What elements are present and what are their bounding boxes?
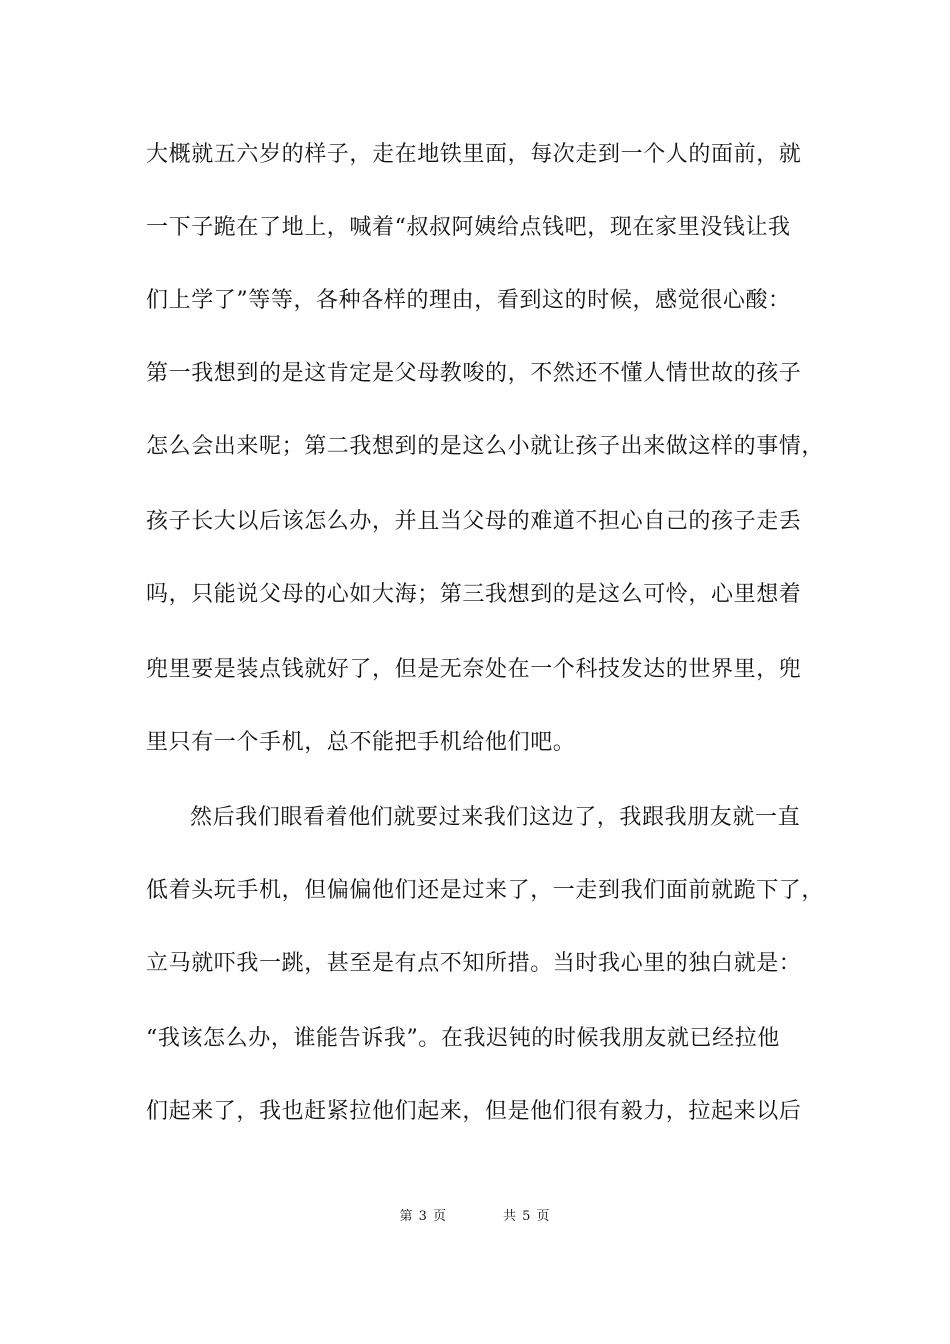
page-footer: [0, 1208, 950, 1226]
text-line: “我该怎么办，谁能告诉我”。在我迟钝的时候我朋友就已经拉他: [146, 1026, 780, 1051]
text-line: 吗，只能说父母的心如大海；第三我想到的是这么可怜，心里想着: [146, 582, 802, 607]
text-line: 第一我想到的是这肯定是父母教唆的，不然还不懂人情世故的孩子: [146, 361, 802, 386]
page-number: 第 3 页: [399, 1209, 447, 1224]
text-line: 兜里要是装点钱就好了，但是无奈处在一个科技发达的世界里，兜: [146, 657, 802, 682]
text-line: 们上学了”等等，各种各样的理由，看到这的时候，感觉很心酸：: [146, 288, 791, 313]
text-line: 里只有一个手机，总不能把手机给他们吧。: [146, 730, 576, 755]
page-total: 共 5 页: [503, 1209, 551, 1224]
text-line: 大概就五六岁的样子，走在地铁里面，每次走到一个人的面前，就: [146, 142, 802, 167]
text-line: 怎么会出来呢；第二我想到的是这么小就让孩子出来做这样的事情，: [146, 434, 825, 459]
text-line: 们起来了，我也赶紧拉他们起来，但是他们很有毅力，拉起来以后: [146, 1099, 802, 1124]
text-line: 孩子长大以后该怎么办，并且当父母的难道不担心自己的孩子走丢: [146, 509, 802, 534]
text-line: 一下子跪在了地上，喊着“叔叔阿姨给点钱吧，现在家里没钱让我: [146, 215, 791, 240]
text-line-paragraph-start: 然后我们眼看着他们就要过来我们这边了，我跟我朋友就一直: [190, 805, 801, 830]
text-line: 立马就吓我一跳，甚至是有点不知所措。当时我心里的独白就是：: [146, 951, 802, 976]
text-line: 低着头玩手机，但偏偏他们还是过来了，一走到我们面前就跪下了，: [146, 878, 825, 903]
